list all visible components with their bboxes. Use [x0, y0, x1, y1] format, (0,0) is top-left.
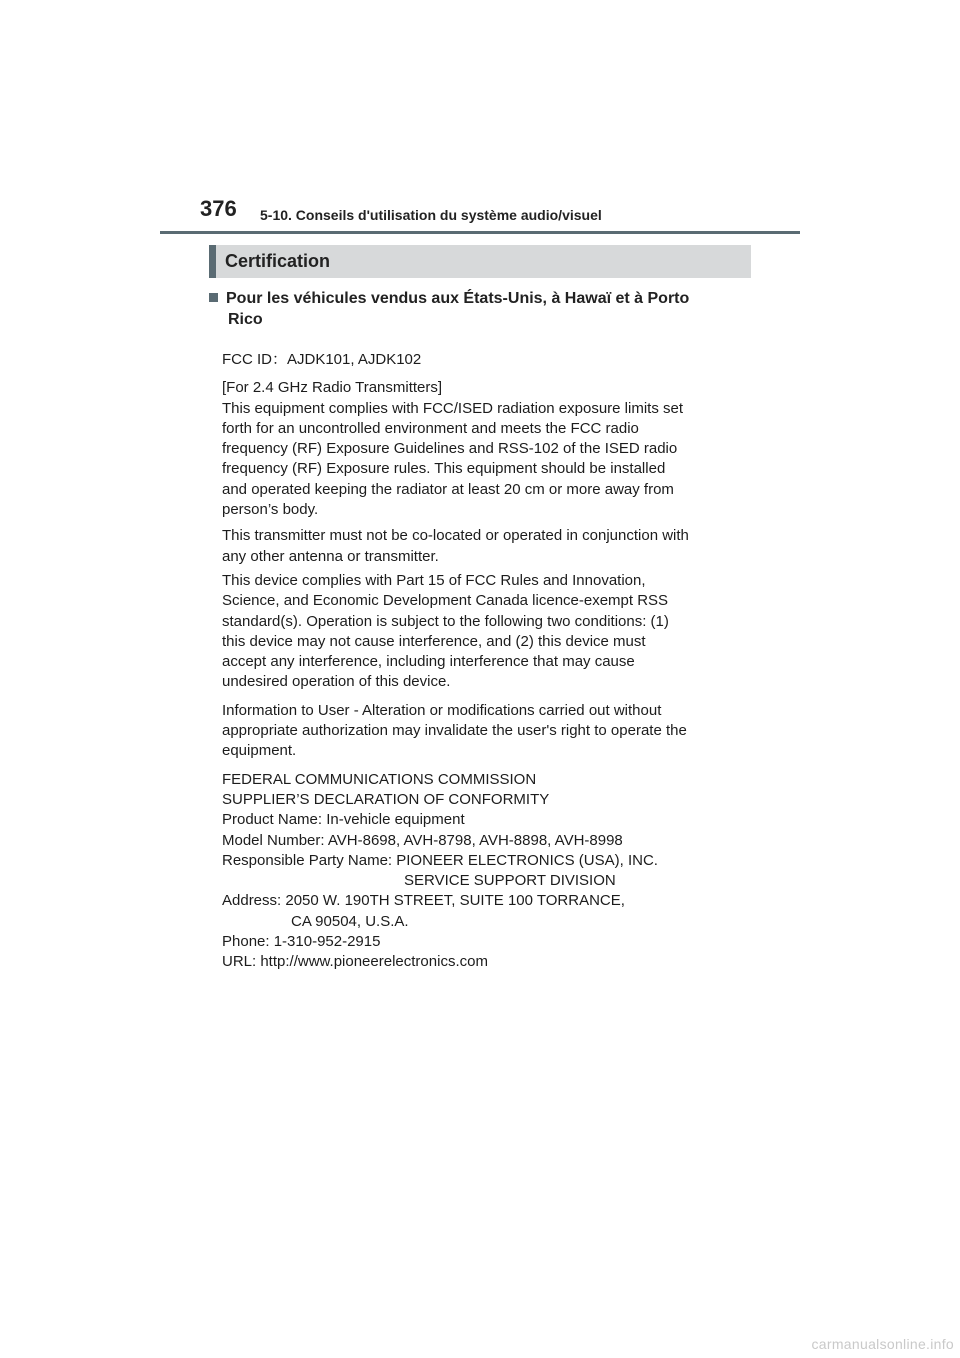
square-bullet-icon [209, 293, 218, 302]
certification-label [222, 350, 742, 973]
p2-line: any other antenna or transmitter. [222, 547, 439, 565]
product-name: Product Name: In-vehicle equipment [222, 811, 465, 829]
p1-line: and operated keeping the radiator at least 20 cm or more away from [222, 480, 674, 498]
section-title-bar [209, 245, 751, 278]
section-accent [209, 245, 216, 278]
fcc-id: FCC ID：AJDK101, AJDK102 [222, 351, 422, 368]
p3-line: accept any interference, including interference that may cause [222, 653, 635, 671]
declaration-line-2: SUPPLIER’S DECLARATION OF CONFORMITY [222, 790, 550, 808]
p1-line: person’s body. [222, 501, 319, 519]
p3-line: this device may not cause interference, and (2) this device must [222, 632, 646, 650]
p1-line: This equipment complies with FCC/ISED radiation exposure limits set [222, 399, 684, 417]
p3-line: Science, and Economic Development Canada licence-exempt RSS [222, 592, 669, 610]
model-number: Model Number: AVH-8698, AVH-8798, AVH-8898, AVH-8998 [222, 831, 623, 849]
phone: Phone: 1-310-952-2915 [222, 933, 381, 951]
subheading-line-2: Rico [228, 311, 263, 328]
page-number: 376 [200, 196, 237, 221]
radio-heading: [For 2.4 GHz Radio Transmitters] [222, 379, 443, 397]
watermark: carmanualsonline.info [811, 1336, 954, 1352]
p1-line: forth for an uncontrolled environment and meets the FCC radio [222, 419, 639, 437]
p4-line: Information to User - Alteration or modifications carried out without [222, 701, 662, 719]
p1-line: frequency (RF) Exposure rules. This equipment should be installed [222, 460, 666, 478]
p3-line: undesired operation of this device. [222, 673, 451, 691]
url: URL: http://www.pioneerelectronics.com [222, 953, 488, 971]
section-title: Certification [225, 251, 331, 271]
p3-line: standard(s). Operation is subject to the following two conditions: (1) [222, 612, 669, 630]
p2-line: This transmitter must not be co-located or operated in conjunction with [222, 527, 689, 545]
p1-line: frequency (RF) Exposure Guidelines and RSS-102 of the ISED radio [222, 440, 678, 458]
responsible-party: Responsible Party Name: PIONEER ELECTRONICS (USA), INC. [222, 851, 658, 869]
subheading [209, 288, 769, 330]
address-line-1: Address: 2050 W. 190TH STREET, SUITE 100 TORRANCE, [222, 892, 625, 910]
p4-line: appropriate authorization may invalidate the user's right to operate the [222, 722, 687, 740]
address-line-2: CA 90504, U.S.A. [291, 912, 409, 930]
p3-line: This device complies with Part 15 of FCC Rules and Innovation, [222, 571, 646, 589]
service-division: SERVICE SUPPORT DIVISION [404, 872, 616, 890]
page-header [160, 196, 800, 234]
p4-line: equipment. [222, 742, 297, 760]
header-divider [160, 231, 800, 234]
subheading-line-1: Pour les véhicules vendus aux États-Unis, à Hawaï et à Porto [226, 290, 690, 307]
chapter-title: 5-10. Conseils d'utilisation du système audio/visuel [260, 207, 602, 223]
declaration-line-1: FEDERAL COMMUNICATIONS COMMISSION [222, 770, 537, 788]
